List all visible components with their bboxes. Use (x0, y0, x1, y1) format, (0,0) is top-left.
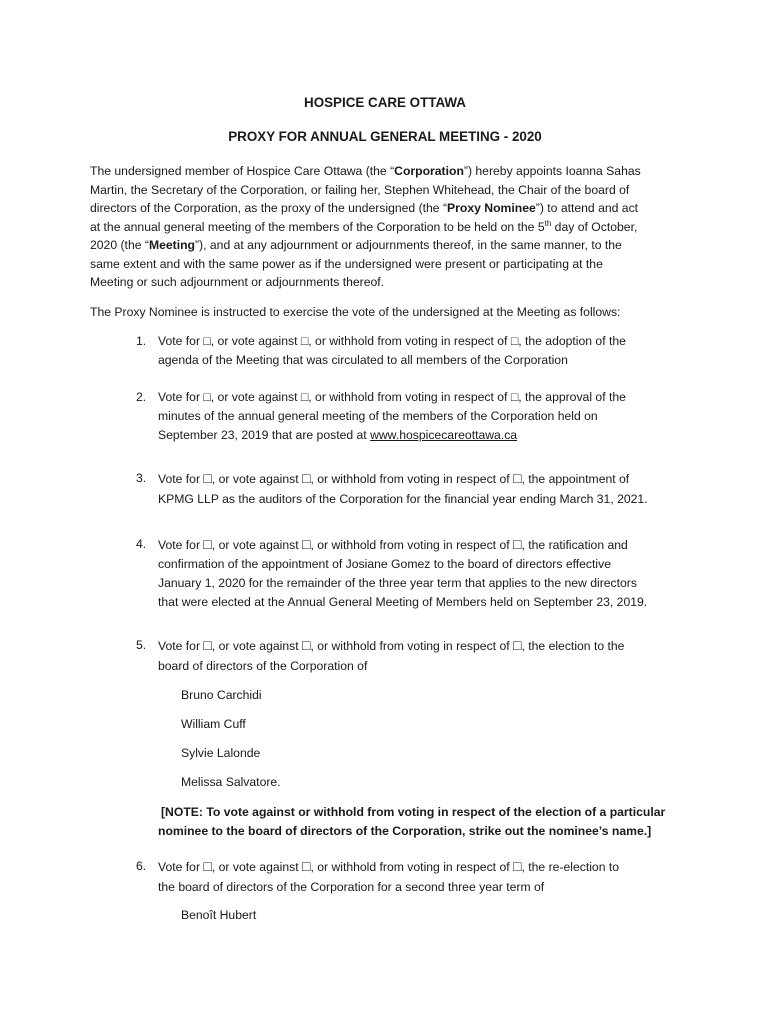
withhold-checkbox[interactable]: □ (513, 637, 522, 653)
nominee-name: Sylvie Lalonde (181, 746, 261, 760)
vote-for-checkbox[interactable]: □ (203, 637, 212, 653)
intro-line-1: The undersigned member of Hospice Care Ottawa (the “Corporation”) hereby appoints Ioanna Sahas (90, 164, 641, 178)
vote-for-checkbox[interactable]: □ (203, 334, 211, 348)
vote-against-checkbox[interactable]: □ (300, 334, 309, 348)
intro-line-6: same extent and with the same power as if the undersigned were present or participating at the (90, 257, 603, 271)
corporation-term: Corporation (394, 164, 464, 178)
vote-against-checkbox[interactable]: □ (301, 637, 311, 653)
item-2-line-3: September 23, 2019 that are posted at www.hospicecareottawa.ca (158, 428, 518, 442)
item-number: 6. (136, 859, 147, 873)
vote-against-checkbox[interactable]: □ (301, 470, 311, 486)
item-4-line-4: that were elected at the Annual General Meeting of Members held on September 23, 2019. (158, 595, 648, 609)
nominee-name: Bruno Carchidi (181, 688, 262, 702)
proxy-nominee-term: Proxy Nominee (447, 201, 536, 215)
intro-line-5: 2020 (the “Meeting”), and at any adjournment or adjournments thereof, in the same manner, to the (90, 238, 622, 252)
document-title: PROXY FOR ANNUAL GENERAL MEETING - 2020 (228, 129, 542, 144)
item-4-line-1: Vote for □, or vote against □, or withhold from voting in respect of □, the ratification and (158, 536, 628, 552)
organization-title: HOSPICE CARE OTTAWA (304, 95, 466, 110)
item-number: 2. (136, 390, 147, 404)
nominee-name: William Cuff (181, 717, 246, 731)
vote-against-checkbox[interactable]: □ (301, 858, 311, 874)
item-1-line-1: Vote for □, or vote against □, or withhold from voting in respect of □, the adoption of the (158, 334, 626, 348)
vote-for-checkbox[interactable]: □ (203, 470, 212, 486)
item-6-line-2: the board of directors of the Corporation for a second three year term of (158, 880, 545, 894)
intro-line-3: directors of the Corporation, as the proxy of the undersigned (the “Proxy Nominee”) to attend and act (90, 201, 639, 215)
withhold-checkbox[interactable]: □ (513, 858, 522, 874)
vote-for-checkbox[interactable]: □ (203, 858, 212, 874)
nominee-name: Melissa Salvatore. (181, 775, 281, 789)
intro-line-2: Martin, the Secretary of the Corporation, or failing her, Stephen Whitehead, the Chair of the board of (90, 183, 630, 197)
item-3-line-2: KPMG LLP as the auditors of the Corporation for the financial year ending March 31, 2021. (158, 492, 648, 506)
item-6-line-1: Vote for □, or vote against □, or withhold from voting in respect of □, the re-election to (158, 858, 620, 874)
item-number: 5. (136, 638, 147, 652)
vote-against-checkbox[interactable]: □ (300, 390, 309, 404)
item-number: 3. (136, 471, 147, 485)
item-5-line-2: board of directors of the Corporation of (158, 659, 368, 673)
nominee-name: Benoît Hubert (181, 908, 257, 922)
item-3-line-1: Vote for □, or vote against □, or withhold from voting in respect of □, the appointment of (158, 470, 630, 486)
item-2-line-2: minutes of the annual general meeting of the members of the Corporation held on (158, 409, 598, 423)
withhold-checkbox[interactable]: □ (510, 334, 519, 348)
item-1-line-2: agenda of the Meeting that was circulated to all members of the Corporation (158, 353, 568, 367)
intro-line-7: Meeting or such adjournment or adjournments thereof. (90, 275, 385, 289)
website-link[interactable]: www.hospicecareottawa.ca (370, 428, 518, 442)
note-line-1: [NOTE: To vote against or withhold from voting in respect of the election of a particular (161, 805, 666, 819)
intro-line-4: at the annual general meeting of the members of the Corporation to be held on the 5th day of October, (90, 218, 638, 234)
item-4-line-3: January 1, 2020 for the remainder of the three year term that applies to the new directors (158, 576, 637, 590)
item-2-line-1: Vote for □, or vote against □, or withhold from voting in respect of □, the approval of the (158, 390, 626, 404)
item-number: 4. (136, 537, 147, 551)
withhold-checkbox[interactable]: □ (513, 470, 522, 486)
withhold-checkbox[interactable]: □ (510, 390, 519, 404)
meeting-term: Meeting (148, 238, 195, 252)
withhold-checkbox[interactable]: □ (513, 536, 522, 552)
item-4-line-2: confirmation of the appointment of Josiane Gomez to the board of directors effective (158, 557, 611, 571)
note-line-2: nominee to the board of directors of the Corporation, strike out the nominee’s name.] (158, 824, 652, 838)
instruction-text: The Proxy Nominee is instructed to exercise the vote of the undersigned at the Meeting as follows: (90, 305, 621, 319)
item-5-line-1: Vote for □, or vote against □, or withhold from voting in respect of □, the election to the (158, 637, 625, 653)
item-number: 1. (136, 334, 147, 348)
vote-for-checkbox[interactable]: □ (203, 390, 211, 404)
vote-against-checkbox[interactable]: □ (301, 536, 311, 552)
vote-for-checkbox[interactable]: □ (203, 536, 212, 552)
